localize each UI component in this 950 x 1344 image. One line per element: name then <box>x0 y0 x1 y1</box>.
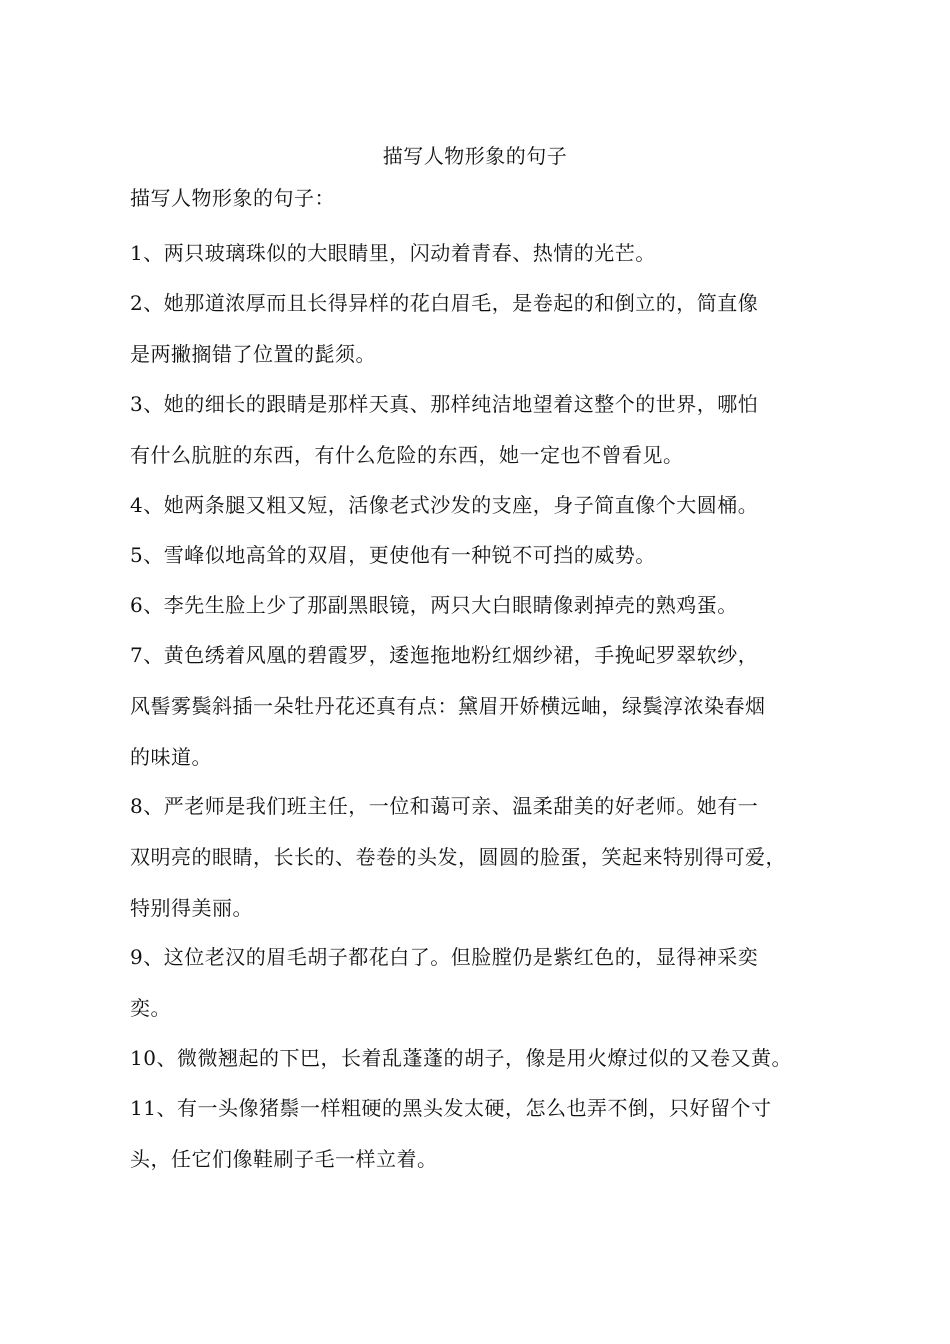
item-line: 的味道。 <box>130 745 212 769</box>
item-line: 风髻雾鬓斜插一朵牡丹花还真有点：黛眉开娇横远岫，绿鬓淳浓染春烟 <box>130 694 766 718</box>
item-line: 1、两只玻璃珠似的大眼睛里，闪动着青春、热情的光芒。 <box>130 241 656 265</box>
item-line: 是两撇搁错了位置的髭须。 <box>130 342 376 366</box>
item-line: 6、李先生脸上少了那副黑眼镜，两只大白眼睛像剥掉壳的熟鸡蛋。 <box>130 593 738 617</box>
list-item-6 <box>130 580 845 631</box>
item-line: 3、她的细长的跟睛是那样天真、那样纯洁地望着这整个的世界，哪怕 <box>130 392 759 416</box>
item-line: 特别得美丽。 <box>130 896 253 920</box>
item-line: 2、她那道浓厚而且长得异样的花白眉毛，是卷起的和倒立的，简直像 <box>130 291 759 315</box>
list-item-5 <box>130 530 845 581</box>
list-item-9 <box>130 932 845 1034</box>
list-item-1 <box>130 228 845 279</box>
item-line: 有什么肮脏的东西，有什么危险的东西，她一定也不曾看见。 <box>130 443 684 467</box>
item-line: 5、雪峰似地高耸的双眉，更使他有一种锐不可挡的威势。 <box>130 543 656 567</box>
document-heading: 描写人物形象的句子： <box>130 186 335 210</box>
item-line: 4、她两条腿又粗又短，活像老式沙发的支座，身子简直像个大圆桶。 <box>130 493 759 517</box>
item-line: 9、这位老汉的眉毛胡子都花白了。但脸膛仍是紫红色的，显得神采奕 <box>130 945 759 969</box>
list-item-2 <box>130 278 845 380</box>
item-line: 头，任它们像鞋刷子毛一样立着。 <box>130 1147 438 1171</box>
item-line: 双明亮的眼睛，长长的、卷卷的头发，圆圆的脸蛋，笑起来特别得可爱， <box>130 845 786 869</box>
list-item-3 <box>130 379 845 481</box>
item-line: 7、黄色绣着风凰的碧霞罗，逶迤拖地粉红烟纱裙，手挽屺罗翠软纱， <box>130 643 759 667</box>
list-item-10 <box>130 1033 845 1084</box>
item-line: 10、微微翘起的下巴，长着乱蓬蓬的胡子，像是用火燎过似的又卷又黄。 <box>130 1046 792 1070</box>
list-item-7 <box>130 630 845 783</box>
item-line: 11、有一头像猪鬃一样粗硬的黑头发太硬，怎么也弄不倒，只好留个寸 <box>130 1096 772 1120</box>
list-item-11 <box>130 1083 845 1185</box>
list-item-4 <box>130 480 845 531</box>
item-line: 8、严老师是我们班主任，一位和蔼可亲、温柔甜美的好老师。她有一 <box>130 794 759 818</box>
list-item-8 <box>130 781 845 934</box>
document-title: 描写人物形象的句子 <box>382 144 568 168</box>
item-line: 奕。 <box>130 996 171 1020</box>
